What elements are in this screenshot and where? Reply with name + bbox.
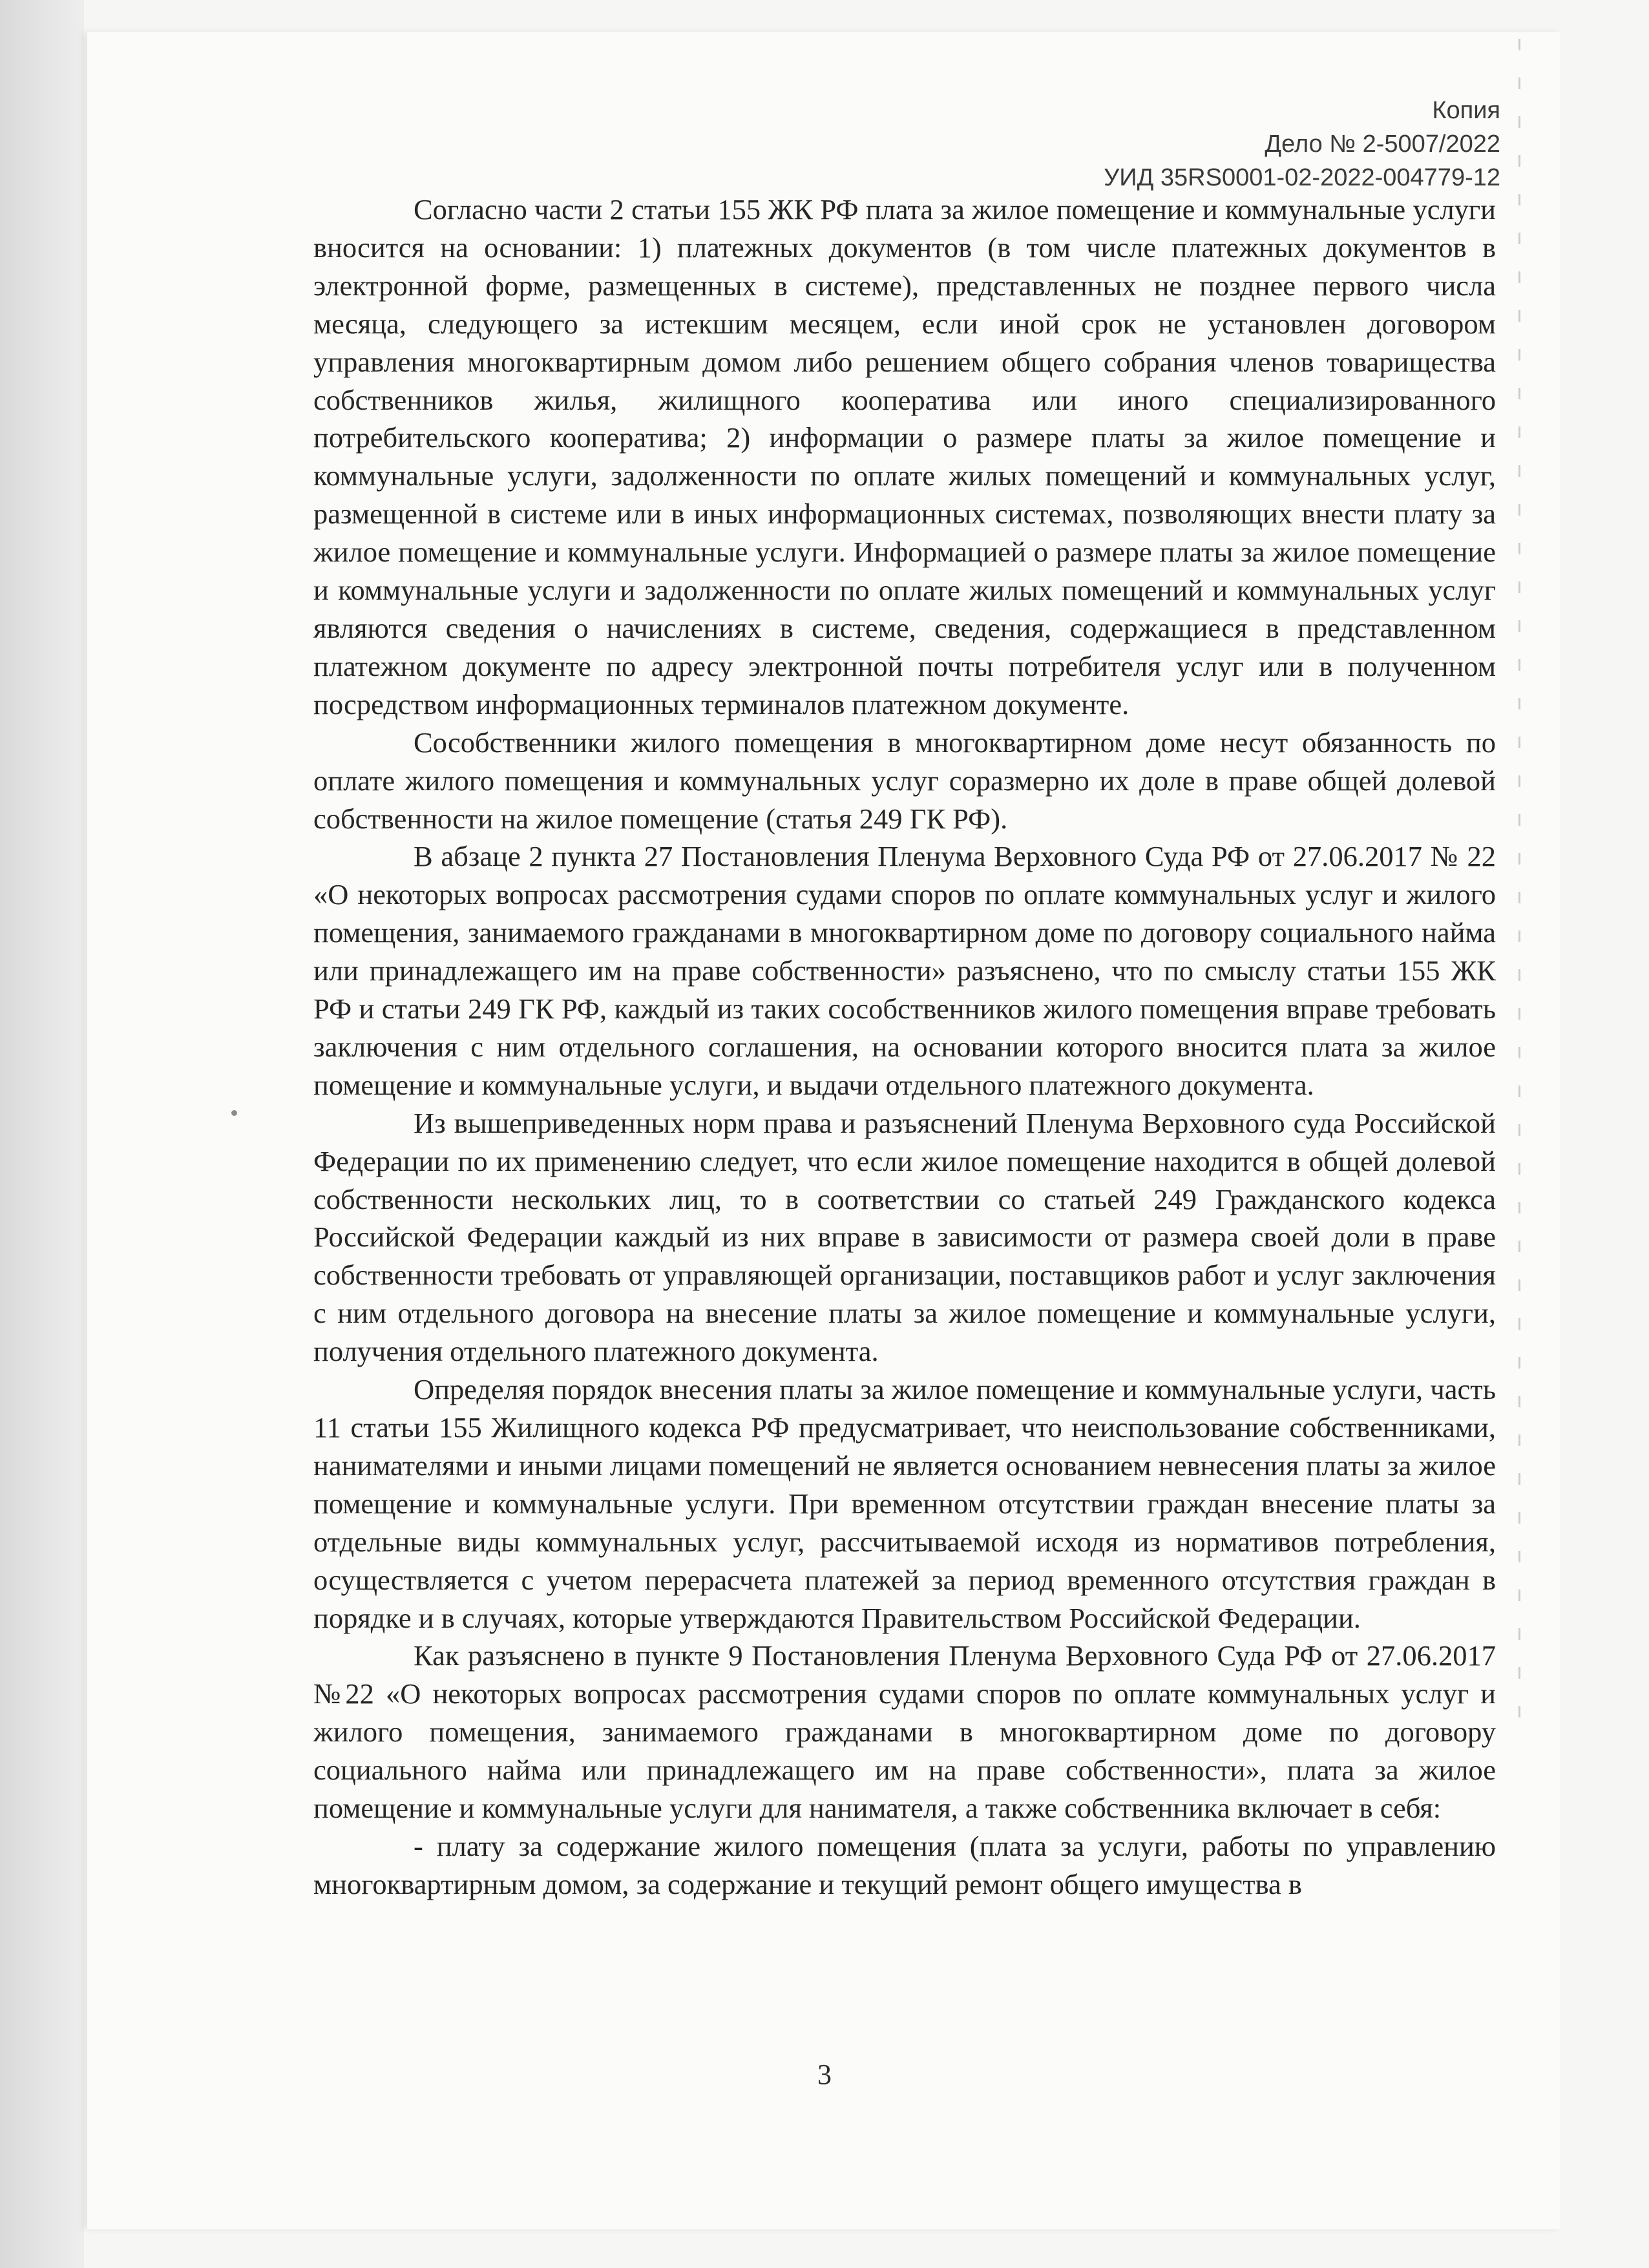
copy-mark: Копия: [1432, 97, 1500, 124]
document-header: [1104, 94, 1500, 194]
scan-artifact-line: [1518, 39, 1520, 1719]
paragraph: Сособственники жилого помещения в многоквартирном доме несут обязанность по оплате жилого помещения и коммунальных услуг соразмерно их доле в праве общей долевой собственности на жилое помещение (статья 249 ГК РФ).: [313, 726, 1496, 835]
uid-number: УИД 35RS0001-02-2022-004779-12: [1104, 164, 1500, 191]
document-body: [313, 191, 1496, 1904]
paragraph: Как разъяснено в пункте 9 Постановления Пленума Верховного Суда РФ от 27.06.2017 №22 «О некоторых вопросах рассмотрения судами споров по оплате коммунальных услуг и жилого помещения, занимаемого гражданами в многоквартирном доме по договору социального найма или принадлежащего им на праве собственности», плата за жилое помещение и коммунальные услуги для нанимателя, а также собственника включает в себя:: [313, 1639, 1496, 1825]
page-number: 3: [817, 2059, 832, 2090]
scan-left-edge: [0, 0, 84, 2268]
paragraph: Согласно части 2 статьи 155 ЖК РФ плата за жилое помещение и коммунальные услуги вносится на основании: 1) платежных документов (в том числе платежных документов в электронной форме, размещенных в системе), представленных не позднее первого числа месяца, следующего за истекшим месяцем, если иной срок не установлен договором управления многоквартирным домом либо решением общего собрания членов товарищества собственников жилья, жилищного кооператива или иного специализированного потребительского кооператива; 2) информации о размере платы за жилое помещение и коммунальные услуги, задолженности по оплате жилых помещений и коммунальных услуг, размещенной в системе или в иных информационных системах, позволяющих внести плату за жилое помещение и коммунальные услуги. Информацией о размере платы за жилое помещение и коммунальные услуги и задолженности по оплате жилых помещений и коммунальных услуг являются сведения о начислениях в системе, сведения, содержащиеся в представленном платежном документе по адресу электронной почты потребителя услуг или в полученном посредством информационных терминалов платежном документе.: [313, 193, 1496, 720]
scan-speck: [231, 1110, 237, 1116]
paragraph: - плату за содержание жилого помещения (плата за услуги, работы по управлению многоквартирным домом, за содержание и текущий ремонт общего имущества в: [313, 1829, 1496, 1900]
paragraph: В абзаце 2 пункта 27 Постановления Пленума Верховного Суда РФ от 27.06.2017 № 22 «О некоторых вопросах рассмотрения судами споров по оплате коммунальных услуг и жилого помещения, занимаемого гражданами в многоквартирном доме по договору социального найма или принадлежащего им на праве собственности» разъяснено, что по смыслу статьи 155 ЖК РФ и статьи 249 ГК РФ, каждый из таких сособственников жилого помещения вправе требовать заключения с ним отдельного соглашения, на основании которого вносится плата за жилое помещение и коммунальные услуги, и выдачи отдельного платежного документа.: [313, 840, 1496, 1101]
case-number: Дело № 2-5007/2022: [1265, 131, 1500, 158]
paragraph: Из вышеприведенных норм права и разъяснений Пленума Верховного суда Российской Федерации по их применению следует, что если жилое помещение находится в общей долевой собственности нескольких лиц, то в соответствии со статьей 249 Гражданского кодекса Российской Федерации каждый из них вправе в зависимости от размера своей доли в праве собственности требовать от управляющей организации, поставщиков работ и услуг заключения с ним отдельного договора на внесение платы за жилое помещение и коммунальные услуги, получения отдельного платежного документа.: [313, 1106, 1496, 1368]
paragraph: Определяя порядок внесения платы за жилое помещение и коммунальные услуги, часть 11 статьи 155 Жилищного кодекса РФ предусматривает, что неиспользование собственниками, нанимателями и иными лицами помещений не является основанием невнесения платы за жилое помещение и коммунальные услуги. При временном отсутствии граждан внесение платы за отдельные виды коммунальных услуг, рассчитываемой исходя из нормативов потребления, осуществляется с учетом перерасчета платежей за период временного отсутствия граждан в порядке и в случаях, которые утверждаются Правительством Российской Федерации.: [313, 1373, 1496, 1634]
